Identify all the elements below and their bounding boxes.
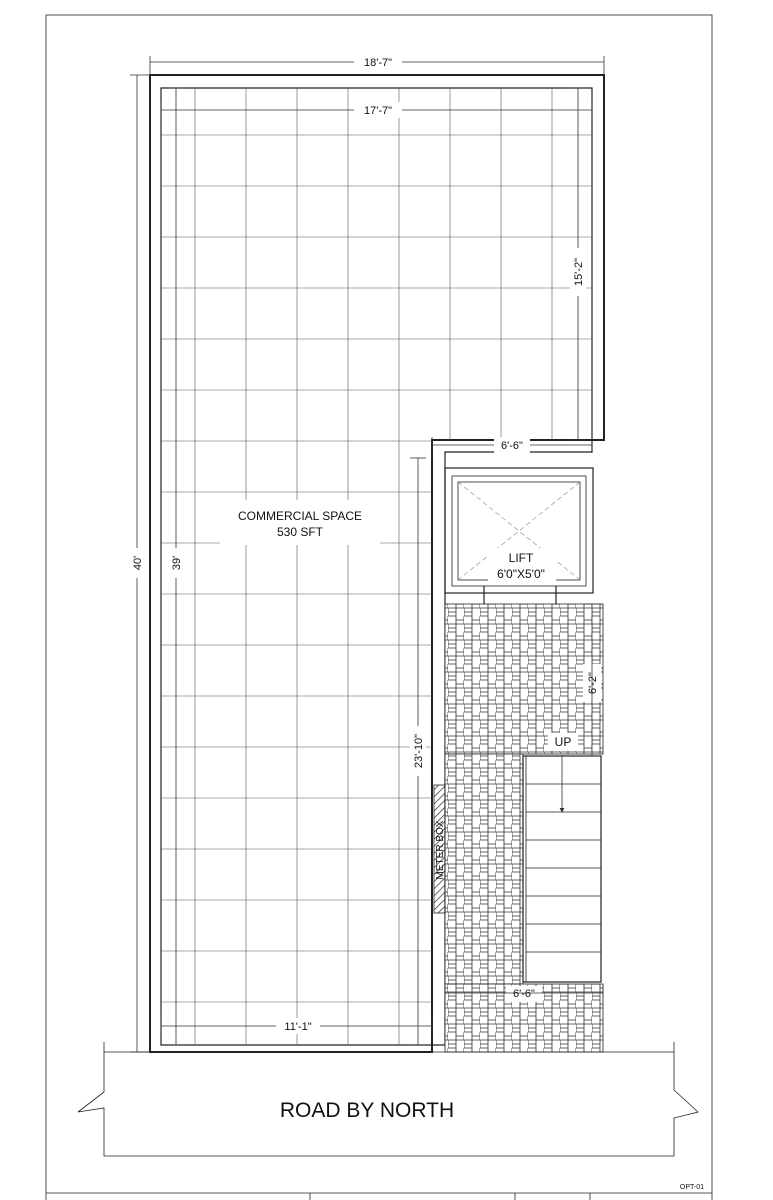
dim-overall-width: 18'-7"	[363, 57, 393, 69]
stair-treads	[526, 784, 601, 952]
dim-lift-width: 6'-6"	[501, 440, 523, 452]
dim-bottom-width: 11'-1"	[284, 1021, 312, 1033]
meter-box-label: METER BOX	[435, 820, 446, 880]
room-name-label: COMMERCIAL SPACE	[237, 509, 363, 523]
lift-size-label: 6'0"X5'0"	[497, 567, 545, 581]
dim-upper-right-depth: 15'-2"	[573, 257, 585, 287]
paved-passage	[445, 754, 523, 984]
dim-inner-width: 17'-7"	[363, 105, 393, 117]
dim-stair-width: 6'-6"	[513, 988, 535, 1000]
dim-inner-depth: 39'	[171, 555, 183, 571]
lift-name-label: LIFT	[508, 551, 534, 565]
road-label: ROAD BY NORTH	[279, 1099, 455, 1122]
dim-overall-depth: 40'	[132, 555, 144, 571]
stair-up-label: UP	[554, 735, 572, 749]
sheet-code: OPT-01	[679, 1184, 704, 1191]
dim-left-room-depth: 23'-10"	[413, 733, 425, 769]
dim-stair-landing: 6'-2"	[587, 672, 599, 694]
room-area-label: 530 SFT	[276, 525, 324, 539]
paved-passage	[445, 604, 603, 754]
sheet-border	[46, 15, 712, 1200]
